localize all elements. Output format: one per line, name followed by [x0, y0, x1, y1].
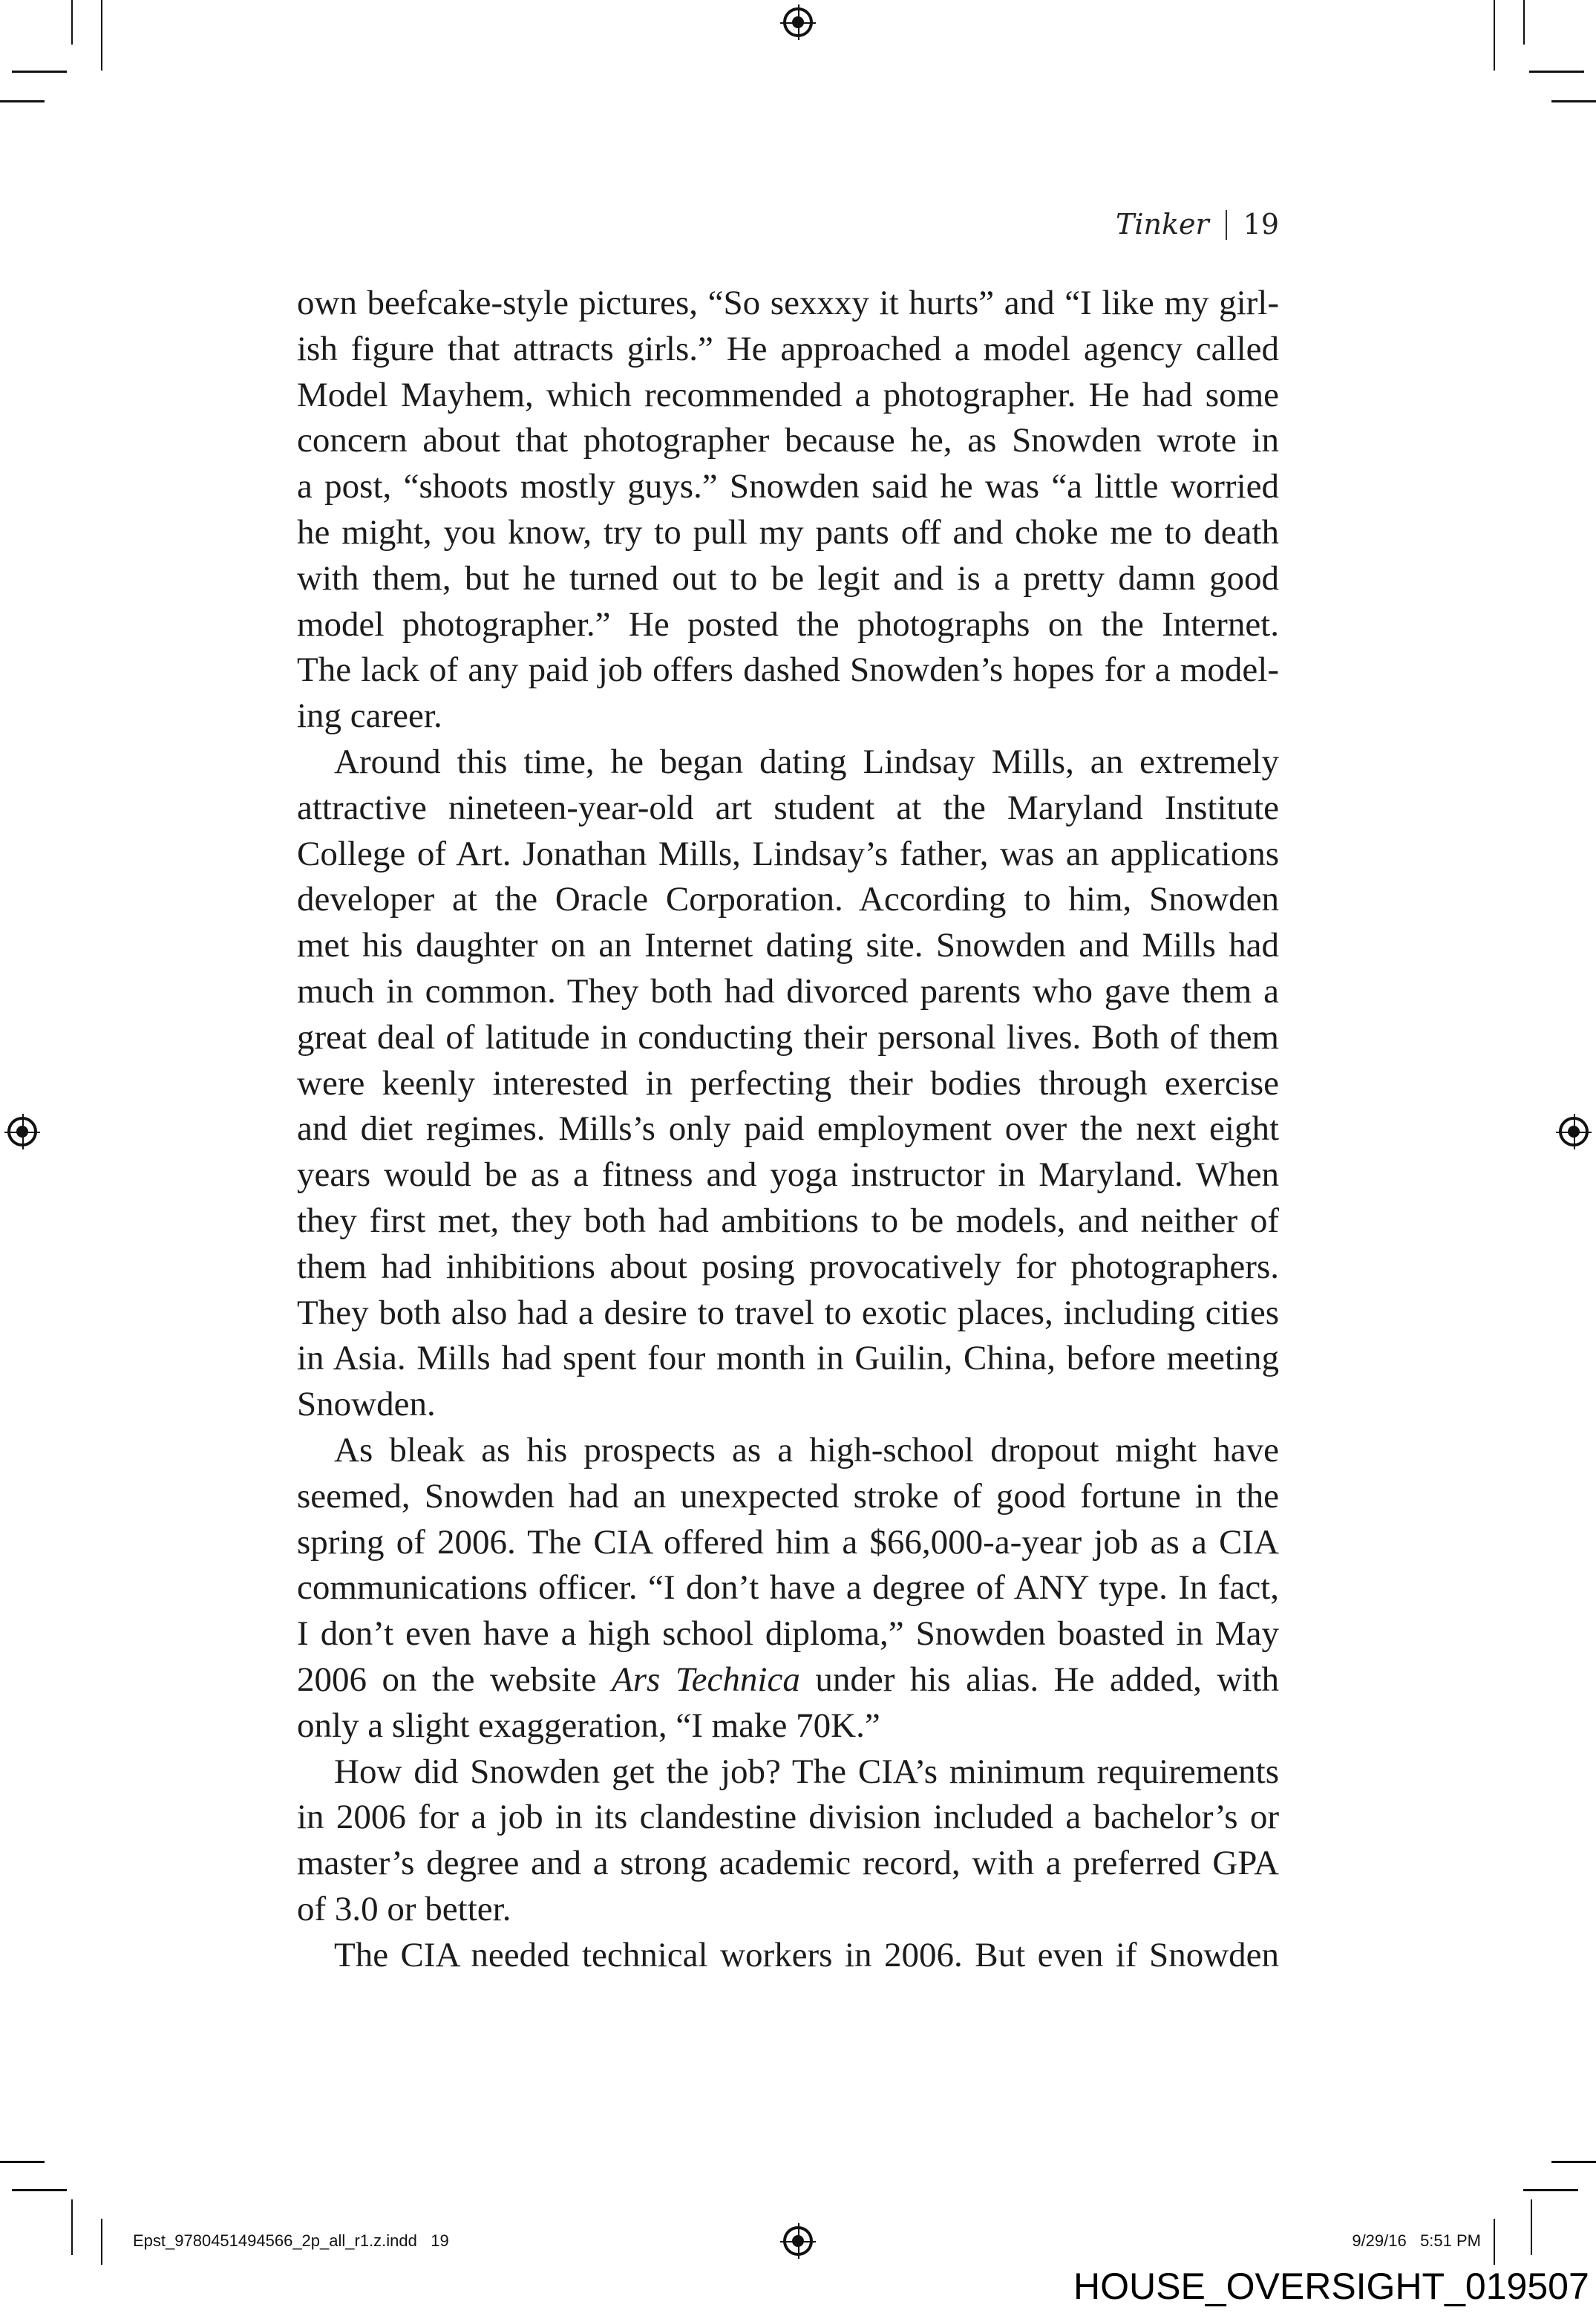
- crop-mark: [71, 2199, 73, 2255]
- crop-mark: [71, 0, 73, 45]
- text-line: a post, “shoots mostly guys.” Snowden said he was “a little worried: [297, 467, 1279, 506]
- registration-mark-icon: [783, 7, 813, 37]
- footer-timestamp: 9/29/16 5:51 PM: [1352, 2231, 1481, 2250]
- text-line: The lack of any paid job offers dashed Snowden’s hopes for a model-: [297, 650, 1279, 690]
- text-line: Snowden.: [297, 1385, 436, 1424]
- crop-mark: [0, 2161, 45, 2163]
- text-line: College of Art. Jonathan Mills, Lindsay’s father, was an applications: [297, 834, 1279, 873]
- crop-mark: [1523, 0, 1525, 45]
- text-line: concern about that photographer because he, as Snowden wrote in: [297, 421, 1279, 460]
- text-line: own beefcake-style pictures, “So sexxxy it hurts” and “I like my girl-: [297, 284, 1279, 322]
- text-line: The CIA needed technical workers in 2006. But even if Snowden: [334, 1935, 1279, 1974]
- crop-mark: [1523, 2189, 1578, 2191]
- text-line: and diet regimes. Mills’s only paid employment over the next eight: [297, 1109, 1279, 1149]
- footer-file-name: Epst_9780451494566_2p_all_r1.z.indd 19: [133, 2231, 449, 2250]
- crop-mark: [1551, 100, 1596, 102]
- text-line: How did Snowden get the job? The CIA’s minimum requirements: [334, 1752, 1279, 1791]
- text-line: in 2006 for a job in its clandestine division included a bachelor’s or: [297, 1798, 1279, 1837]
- registration-mark-icon: [7, 1117, 37, 1146]
- text-line: Around this time, he began dating Lindsay Mills, an extremely: [334, 742, 1279, 781]
- text-line: them had inhibitions about posing provocatively for photographers.: [297, 1247, 1279, 1286]
- text-line: spring of 2006. The CIA offered him a $66,000-a-year job as a CIA: [297, 1522, 1279, 1562]
- text-line: I don’t even have a high school diploma,” Snowden boasted in May: [297, 1614, 1279, 1654]
- running-head-divider: [1226, 210, 1227, 240]
- text-line: he might, you know, try to pull my pants off and choke me to death: [297, 512, 1279, 552]
- text-line: in Asia. Mills had spent four month in Guilin, China, before meeting: [297, 1339, 1279, 1378]
- text-line: only a slight exaggeration, “I make 70K.”: [297, 1706, 880, 1745]
- crop-mark: [101, 0, 102, 71]
- text-line: seemed, Snowden had an unexpected stroke of good fortune in the: [297, 1476, 1279, 1516]
- text-line: As bleak as his prospects as a high-school dropout might have: [334, 1430, 1279, 1469]
- text-line: of 3.0 or better.: [297, 1889, 511, 1928]
- crop-mark: [12, 71, 67, 73]
- text-line: master’s degree and a strong academic record, with a preferred GPA: [297, 1844, 1279, 1883]
- text-line: ing career.: [297, 697, 442, 736]
- text-line: Model Mayhem, which recommended a photographer. He had some: [297, 375, 1279, 414]
- crop-mark: [1494, 0, 1495, 71]
- text-line: met his daughter on an Internet dating site. Snowden and Mills had: [297, 926, 1279, 965]
- crop-mark: [1531, 2199, 1532, 2255]
- text-line: developer at the Oracle Corporation. According to him, Snowden: [297, 880, 1279, 919]
- page-number: 19: [1243, 208, 1279, 241]
- running-head: [1116, 208, 1279, 241]
- text-line: were keenly interested in perfecting their bodies through exercise: [297, 1063, 1279, 1103]
- publication-title: Ars Technica: [612, 1660, 800, 1699]
- text-line: attractive nineteen-year-old art student at the Maryland Institute: [297, 788, 1279, 827]
- text-line: with them, but he turned out to be legit and is a pretty damn good: [297, 558, 1279, 598]
- crop-mark: [0, 100, 45, 102]
- bates-number: HOUSE_OVERSIGHT_019507: [1073, 2266, 1589, 2307]
- text-line: ish figure that attracts girls.” He approached a model agency called: [297, 329, 1279, 368]
- running-head-title: Tinker: [1115, 208, 1209, 241]
- text-line: they first met, they both had ambitions to be models, and neither of: [297, 1201, 1279, 1240]
- crop-mark: [1494, 2219, 1495, 2265]
- text-line: much in common. They both had divorced parents who gave them a: [297, 971, 1279, 1011]
- text-line: They both also had a desire to travel to exotic places, including cities: [297, 1293, 1279, 1332]
- text-line: model photographer.” He posted the photographs on the Internet.: [297, 604, 1279, 644]
- registration-mark-icon: [1559, 1117, 1589, 1146]
- crop-mark: [1529, 71, 1584, 73]
- registration-mark-icon: [783, 2226, 813, 2256]
- crop-mark: [101, 2219, 102, 2265]
- crop-mark: [12, 2189, 67, 2191]
- text-line: communications officer. “I don’t have a degree of ANY type. In fact,: [297, 1568, 1279, 1608]
- text-line: great deal of latitude in conducting their personal lives. Both of them: [297, 1017, 1279, 1057]
- crop-mark: [1551, 2161, 1596, 2163]
- body-text: [297, 281, 1279, 1978]
- text-line: 2006 on the website Ars Technica under his alias. He added, with: [297, 1660, 1279, 1699]
- text-line: years would be as a fitness and yoga instructor in Maryland. When: [297, 1155, 1279, 1195]
